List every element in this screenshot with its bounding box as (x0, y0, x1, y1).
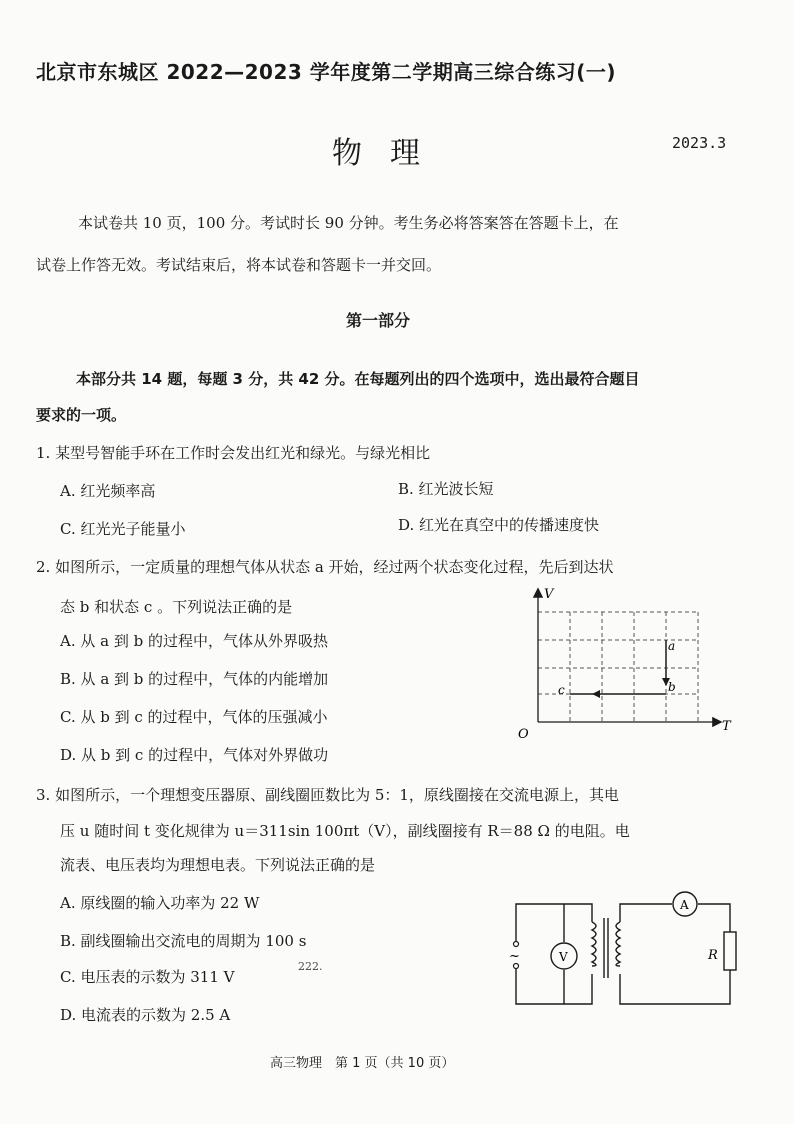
q3-resistor (724, 932, 736, 970)
part-title: 第一部分 (346, 311, 411, 330)
q3-secondary-wire-right (698, 904, 730, 932)
q2-vt-graph (508, 582, 748, 742)
q2-option-b: B. 从 a 到 b 的过程中，气体的内能增加 (60, 670, 329, 688)
q2-t-label: T (722, 719, 731, 734)
part-description-line-2: 要求的一项。 (36, 406, 127, 424)
q2-stem-line-2: 态 b 和状态 c 。下列说法正确的是 (60, 598, 293, 616)
subject-title: 物理 (332, 136, 448, 171)
q2-arrow-bc (592, 690, 600, 698)
q3-primary-wire-top (516, 904, 592, 942)
q3-terminal-bottom (514, 964, 519, 969)
q3-secondary-wire-bottom (620, 970, 730, 1004)
q3-stem-line-3: 流表、电压表均为理想电表。下列说法正确的是 (60, 856, 376, 874)
part-description-line-1: 本部分共 14 题，每题 3 分，共 42 分。在每题列出的四个选项中，选出最符合题目 (76, 370, 640, 388)
q3-voltmeter-label: V (559, 950, 568, 964)
q3-transformer-circuit (500, 882, 750, 1032)
exam-title: 北京市东城区 2022—2023 学年度第二学期高三综合练习(一) (36, 60, 617, 84)
q2-stem-line-1: 2. 如图所示，一定质量的理想气体从状态 a 开始，经过两个状态变化过程，先后到达状 (36, 558, 614, 576)
q3-handwritten-note: 222. (298, 960, 323, 973)
exam-date: 2023.3 (672, 134, 727, 152)
q1-stem: 1. 某型号智能手环在工作时会发出红光和绿光。与绿光相比 (36, 444, 431, 462)
instructions-line-1: 本试卷共 10 页，100 分。考试时长 90 分钟。考生务必将答案答在答题卡上，在 (78, 214, 619, 232)
q3-stem-line-2: 压 u 随时间 t 变化规律为 u＝311sin 100πt（V），副线圈接有 R＝88 Ω 的电阻。电 (60, 822, 630, 840)
q3-terminal-top (514, 942, 519, 947)
q2-option-a: A. 从 a 到 b 的过程中，气体从外界吸热 (60, 632, 328, 650)
q3-option-b: B. 副线圈输出交流电的周期为 100 s (60, 932, 307, 950)
q2-option-c: C. 从 b 到 c 的过程中，气体的压强减小 (60, 708, 328, 726)
q3-primary-coil (592, 922, 596, 966)
q3-option-d: D. 电流表的示数为 2.5 A (60, 1006, 231, 1024)
q2-point-b-label: b (668, 680, 676, 694)
q2-option-d: D. 从 b 到 c 的过程中，气体对外界做功 (60, 746, 329, 764)
q1-option-a: A. 红光频率高 (60, 482, 156, 500)
q3-secondary-wire-top (620, 904, 672, 922)
q3-ammeter-label: A (680, 898, 689, 912)
q2-v-label: V (544, 587, 554, 602)
page-footer: 高三物理 第 1 页（共 10 页） (270, 1056, 455, 1071)
q2-origin-label: O (518, 727, 529, 742)
q3-resistor-label: R (708, 948, 718, 963)
q2-point-a-label: a (668, 639, 676, 653)
q1-option-b: B. 红光波长短 (398, 480, 494, 498)
q1-option-d: D. 红光在真空中的传播速度快 (398, 516, 600, 534)
q3-option-a: A. 原线圈的输入功率为 22 W (60, 894, 260, 912)
q3-stem-line-1: 3. 如图所示，一个理想变压器原、副线圈匝数比为 5：1，原线圈接在交流电源上，其电 (36, 786, 619, 804)
q2-graph-grid (538, 612, 698, 722)
instructions-line-2: 试卷上作答无效。考试结束后，将本试卷和答题卡一并交回。 (36, 256, 442, 274)
q3-secondary-coil (616, 922, 620, 966)
q2-point-c-label: c (558, 683, 565, 697)
q3-primary-wire-bottom (516, 966, 592, 1004)
q3-option-c: C. 电压表的示数为 311 V (60, 968, 235, 986)
q1-option-c: C. 红光光子能量小 (60, 520, 186, 538)
q3-ac-source-symbol: ~ (509, 949, 520, 964)
